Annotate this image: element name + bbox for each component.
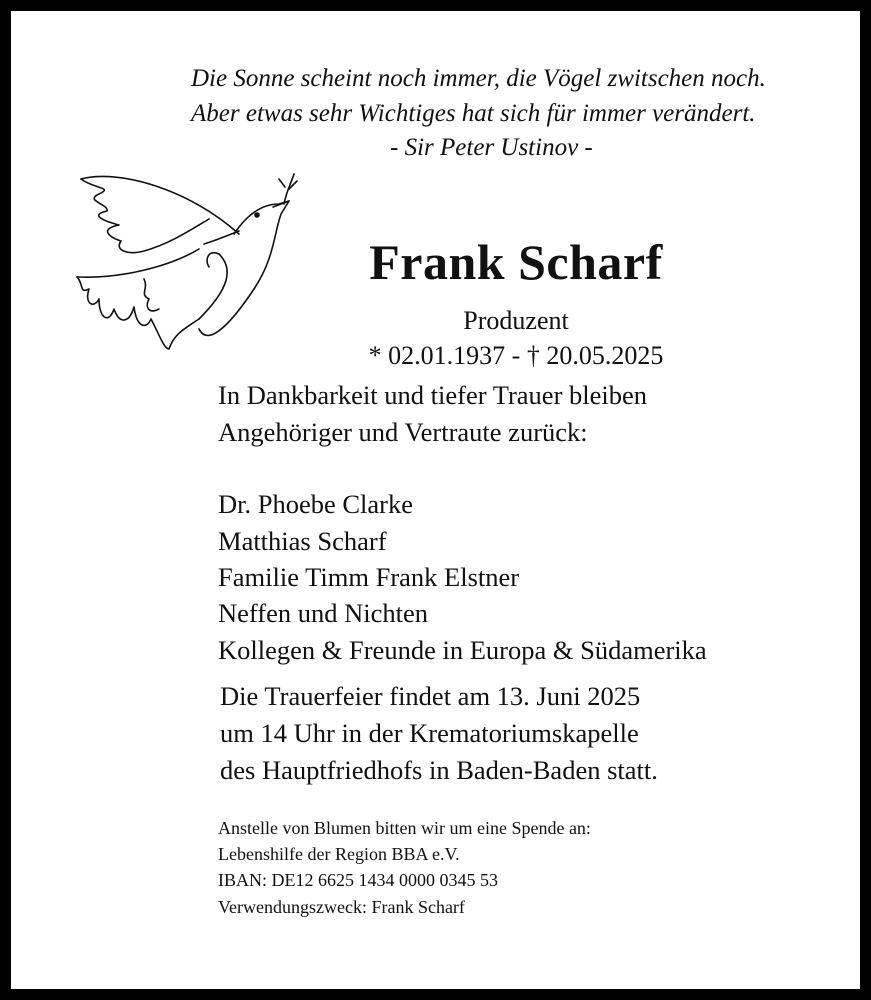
- mourner: Familie Timm Frank Elstner: [218, 562, 520, 592]
- ceremony-line-3: des Hauptfriedhofs in Baden-Baden statt.: [220, 755, 658, 785]
- deceased-profession: Produzent: [463, 306, 569, 335]
- intro-line-2: Angehöriger und Vertraute zurück:: [218, 417, 588, 447]
- donation-line-2: Lebenshilfe der Region BBA e.V.: [218, 844, 460, 864]
- quote-line-1: Die Sonne scheint noch immer, die Vögel zwitschen noch.: [191, 65, 766, 92]
- quote-author: - Sir Peter Ustinov -: [390, 134, 593, 161]
- ceremony-line-1: Die Trauerfeier findet am 13. Juni 2025: [220, 681, 641, 711]
- deceased-name: Frank Scharf: [369, 234, 663, 290]
- donation-iban: IBAN: DE12 6625 1434 0000 0345 53: [218, 870, 498, 890]
- donation-reference: Verwendungszweck: Frank Scharf: [218, 897, 465, 917]
- mourner: Matthias Scharf: [218, 526, 387, 556]
- intro-line-1: In Dankbarkeit und tiefer Trauer bleiben: [218, 380, 648, 410]
- mourner: Dr. Phoebe Clarke: [218, 489, 414, 519]
- mourner: Kollegen & Freunde in Europa & Südamerika: [218, 635, 707, 665]
- life-dates: * 02.01.1937 - † 20.05.2025: [368, 341, 664, 370]
- ceremony-line-2: um 14 Uhr in der Krematoriumskapelle: [220, 718, 639, 748]
- quote-line-2: Aber etwas sehr Wichtiges hat sich für immer verändert.: [191, 100, 756, 127]
- donation-line-1: Anstelle von Blumen bitten wir um eine Spende an:: [218, 818, 591, 838]
- mourner: Neffen und Nichten: [218, 598, 428, 628]
